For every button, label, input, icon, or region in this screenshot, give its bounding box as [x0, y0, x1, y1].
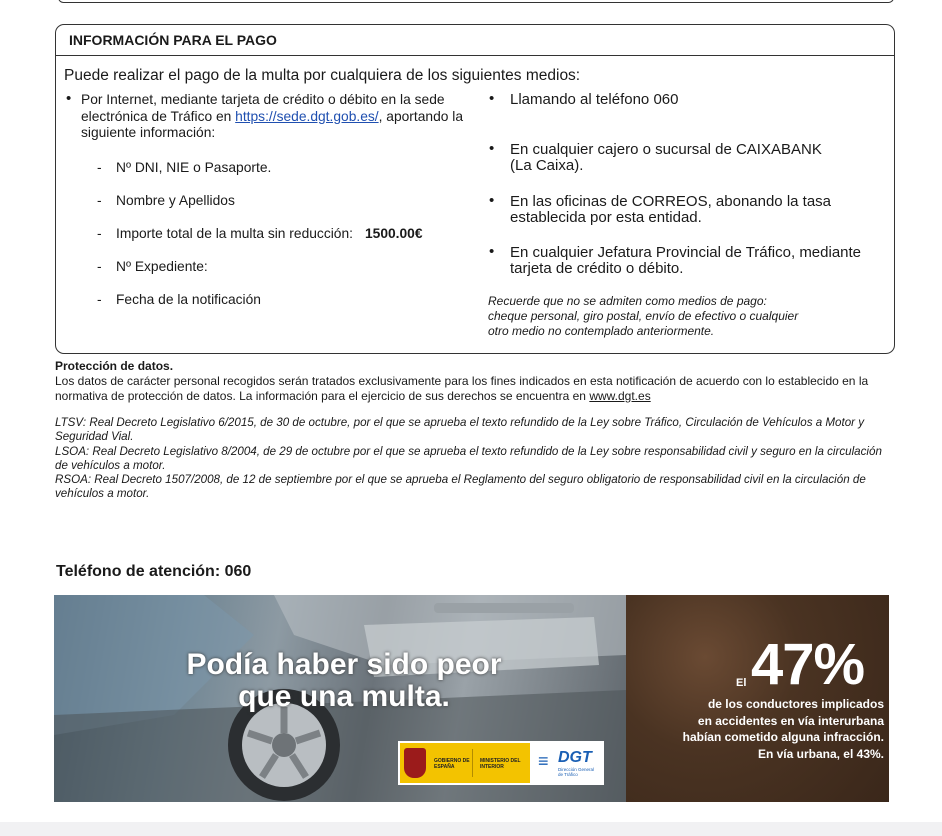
banner-headline	[164, 649, 524, 713]
required-info-text: Nº Expediente:	[116, 258, 208, 274]
method-item	[486, 191, 855, 227]
required-info-text: Nº DNI, NIE o Pasaporte.	[116, 159, 272, 175]
method-item	[486, 92, 890, 109]
stat-prefix: El	[736, 677, 747, 689]
bullet-icon: •	[66, 90, 72, 107]
data-protection-body: Los datos de carácter personal recogidos serán tratados exclusivamente para los fines indicados en esta notificación de acuerdo con lo establecido en la normativa de protección de datos. La información para el ejercicio de sus derechos se encuentra en	[55, 374, 869, 403]
required-info-item: - Nº Expediente:	[97, 258, 208, 274]
dgt-link[interactable]: www.dgt.es	[589, 388, 651, 403]
required-info-item: - Importe total de la multa sin reducción: 1500.00€	[97, 225, 423, 241]
payment-info-header: INFORMACIÓN PARA EL PAGO	[56, 25, 894, 56]
dgt-logo-text: DGT	[558, 749, 592, 766]
bullet-icon: •	[489, 191, 495, 209]
legal-references	[55, 416, 897, 502]
gobierno-label: GOBIERNO DE ESPAÑA	[434, 758, 470, 770]
dgt-mark-icon: ≡	[538, 751, 549, 771]
method-text: En cualquier cajero o sucursal de CAIXABANK (La Caixa).	[510, 140, 822, 174]
sede-link[interactable]: https://sede.dgt.gob.es/	[235, 108, 379, 124]
government-logos	[398, 741, 604, 785]
method-text: Llamando al teléfono 060	[510, 91, 679, 108]
method-item	[486, 139, 840, 175]
stat-line: de los conductores implicados	[707, 697, 884, 711]
ministerio-label: MINISTERIO DEL INTERIOR	[480, 758, 521, 770]
stat-line: En vía urbana, el 43%.	[757, 746, 884, 761]
support-phone: Teléfono de atención: 060	[56, 563, 252, 580]
statistic-panel	[626, 595, 889, 802]
fine-amount: 1500.00€	[364, 225, 423, 241]
gobierno-logo	[400, 743, 530, 783]
internet-text-after: , aportando la siguiente información:	[81, 108, 463, 140]
stat-value: 47%	[751, 632, 865, 697]
legal-ref-lsoa: LSOA: Real Decreto Legislativo 8/2004, de 29 de octubre por el que se aprueba el texto refundido de la Ley sobre responsabilidad civil y seguro en la circulación de vehículos a motor.	[55, 444, 882, 472]
method-item	[486, 242, 890, 278]
required-info-item: - Nombre y Apellidos	[97, 192, 235, 208]
payment-note: Recuerde que no se admiten como medios de pago: cheque personal, giro postal, envío de efectivo o cualquier otro medio no contemplado anteriormente.	[488, 294, 799, 338]
previous-section-border	[58, 0, 894, 3]
data-protection-title: Protección de datos.	[55, 359, 174, 373]
bullet-icon: •	[489, 139, 495, 157]
page-bottom-strip	[0, 822, 942, 836]
other-methods-column	[486, 92, 890, 278]
stat-line: habían cometido alguna infracción.	[682, 730, 884, 744]
required-info-text: Importe total de la multa sin reducción:	[116, 225, 353, 241]
dgt-logo-subtitle: Dirección General de Tráfico	[558, 767, 595, 777]
data-protection-text	[55, 374, 897, 403]
bullet-icon: •	[489, 90, 495, 107]
method-text: En las oficinas de CORREOS, abonando la tasa establecida por esta entidad.	[510, 192, 832, 226]
legal-ref-ltsv: LTSV: Real Decreto Legislativo 6/2015, de 30 de octubre, por el que se aprueba el texto refundido de la Ley sobre Tráfico, Circulación de Vehículos a Motor y Seguridad Vial.	[55, 416, 865, 444]
bullet-icon: •	[489, 242, 495, 260]
required-info-list	[64, 160, 476, 325]
headline-line-2: que una multa.	[238, 680, 450, 713]
payment-intro: Puede realizar el pago de la multa por cualquiera de los siguientes medios:	[64, 67, 581, 84]
spain-crest-icon	[404, 748, 426, 778]
crashed-car-photo	[54, 595, 626, 802]
stat-description	[644, 696, 884, 762]
dgt-logo	[538, 745, 600, 781]
method-text: En cualquier Jefatura Provincial de Tráfico, mediante tarjeta de crédito o débito.	[510, 243, 862, 277]
required-info-item: - Nº DNI, NIE o Pasaporte.	[97, 159, 272, 175]
payment-info-box	[55, 24, 895, 354]
headline-line-1: Podía haber sido peor	[186, 648, 502, 681]
required-info-item: - Fecha de la notificación	[97, 291, 261, 307]
internet-payment-item	[64, 92, 476, 142]
road-safety-banner	[54, 595, 889, 802]
stat-line: en accidentes en vía interurbana	[697, 713, 884, 728]
internet-text-before: Por Internet, mediante tarjeta de crédito o débito en la sede electrónica de Tráfico en	[81, 92, 445, 124]
internet-payment-column	[64, 92, 476, 325]
required-info-text: Fecha de la notificación	[116, 291, 261, 307]
legal-ref-rsoa: RSOA: Real Decreto 1507/2008, de 12 de septiembre por el que se aprueba el Reglamento del seguro obligatorio de responsabilidad civil en la circulación de vehículos a motor.	[55, 473, 866, 501]
required-info-text: Nombre y Apellidos	[116, 192, 235, 208]
